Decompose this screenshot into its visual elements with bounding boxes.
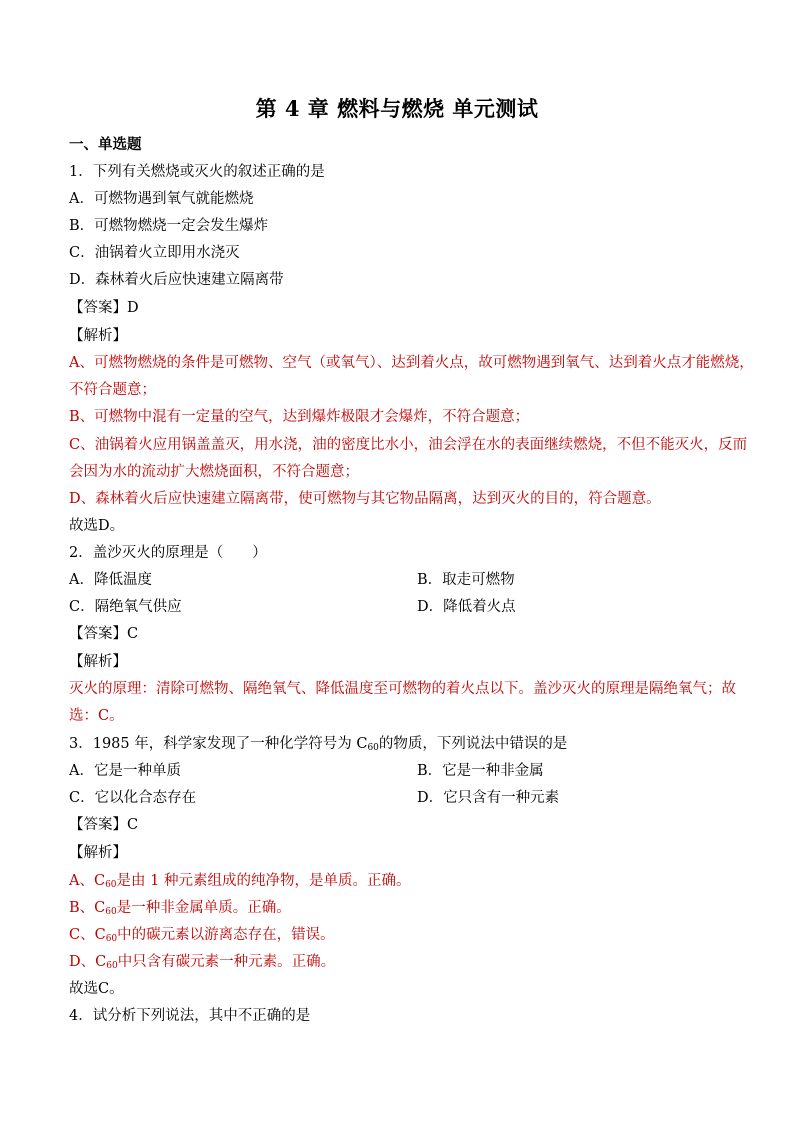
q1-option-b: B．可燃物燃烧一定会发生爆炸 xyxy=(69,218,269,234)
q2-options-row-1 xyxy=(69,570,729,590)
q3-option-c: C．它以化合态存在 xyxy=(69,790,197,806)
q2-option-c: C．隔绝氧气供应 xyxy=(69,599,182,615)
q3-analysis-line xyxy=(69,952,335,976)
q3-stem-part: 3．1985 年，科学家发现了一种化学符号为 C xyxy=(69,736,368,752)
q2-stem: 2．盖沙灭火的原理是（ ） xyxy=(69,545,267,561)
q3-conclusion: 故选C。 xyxy=(69,981,124,997)
q3-stem xyxy=(69,734,567,758)
text-part: 是一种非金属单质。正确。 xyxy=(116,900,291,916)
q2-option-b: B．取走可燃物 xyxy=(417,572,515,588)
q3-answer: 【答案】C xyxy=(69,817,139,833)
q3-analysis-line xyxy=(69,871,410,895)
q1-analysis-line: 不符合题意； xyxy=(69,382,156,398)
text-part: B、C xyxy=(69,900,106,916)
section-heading: 一、单选题 xyxy=(69,136,142,153)
subscript: 60 xyxy=(106,961,118,971)
q3-stem-part: 的物质，下列说法中错误的是 xyxy=(378,736,568,752)
q2-answer: 【答案】C xyxy=(69,626,139,642)
text-part: 中只含有碳元素一种元素。正确。 xyxy=(117,954,336,970)
text-part: A、C xyxy=(69,873,106,889)
q1-analysis-line: C、油锅着火应用锅盖盖灭，用水浇，油的密度比水小，油会浮在水的表面继续燃烧，不但不能灭火，反而 xyxy=(69,437,748,453)
q3-option-a: A．它是一种单质 xyxy=(69,763,181,779)
q2-options-row-2 xyxy=(69,597,729,617)
q2-option-d: D．降低着火点 xyxy=(417,599,516,615)
q2-analysis-label: 【解析】 xyxy=(69,654,127,670)
q2-analysis-line: 选：C。 xyxy=(69,708,124,724)
text-part: C、C xyxy=(69,927,106,943)
q2-option-a: A．降低温度 xyxy=(69,572,152,588)
q1-stem: 1．下列有关燃烧或灭火的叙述正确的是 xyxy=(69,164,325,180)
subscript: 60 xyxy=(105,880,117,890)
text-part: D、C xyxy=(69,954,107,970)
q3-options-row-2 xyxy=(69,788,729,808)
q1-option-c: C．油锅着火立即用水浇灭 xyxy=(69,245,240,261)
q1-analysis-line: 会因为水的流动扩大燃烧面积，不符合题意； xyxy=(69,464,359,480)
q3-option-d: D．它只含有一种元素 xyxy=(417,790,560,806)
page-title: 第 4 章 燃料与燃烧 单元测试 xyxy=(255,96,539,121)
q1-analysis-line: A、可燃物燃烧的条件是可燃物、空气（或氧气）、达到着火点，故可燃物遇到氧气、达到着火点才能燃烧， xyxy=(69,355,754,371)
text-part: 是由 1 种元素组成的纯净物，是单质。正确。 xyxy=(116,873,411,889)
q4-stem: 4．试分析下列说法，其中不正确的是 xyxy=(69,1008,311,1024)
q1-answer: 【答案】D xyxy=(69,300,139,316)
q1-option-a: A．可燃物遇到氧气就能燃烧 xyxy=(69,191,254,207)
q3-option-b: B．它是一种非金属 xyxy=(417,763,544,779)
q3-stem-subscript: 60 xyxy=(367,743,379,753)
q1-conclusion: 故选D。 xyxy=(69,518,125,534)
q3-analysis-line xyxy=(69,925,335,949)
subscript: 60 xyxy=(105,907,117,917)
q2-analysis-line: 灭火的原理：清除可燃物、隔绝氧气、降低温度至可燃物的着火点以下。盖沙灭火的原理是隔绝氧气；故 xyxy=(69,681,736,697)
q3-analysis-line xyxy=(69,898,291,922)
q3-analysis-label: 【解析】 xyxy=(69,845,127,861)
q1-analysis-line: D、森林着火后应快速建立隔离带，使可燃物与其它物品隔离，达到灭火的目的，符合题意。 xyxy=(69,491,661,507)
q3-options-row-1 xyxy=(69,761,729,781)
subscript: 60 xyxy=(105,934,118,944)
text-part: 中的碳元素以游离态存在，错误。 xyxy=(117,927,335,943)
q1-option-d: D．森林着火后应快速建立隔离带 xyxy=(69,272,284,288)
q1-analysis-label: 【解析】 xyxy=(69,328,127,344)
q1-analysis-line: B、可燃物中混有一定量的空气，达到爆炸极限才会爆炸，不符合题意； xyxy=(69,409,530,425)
